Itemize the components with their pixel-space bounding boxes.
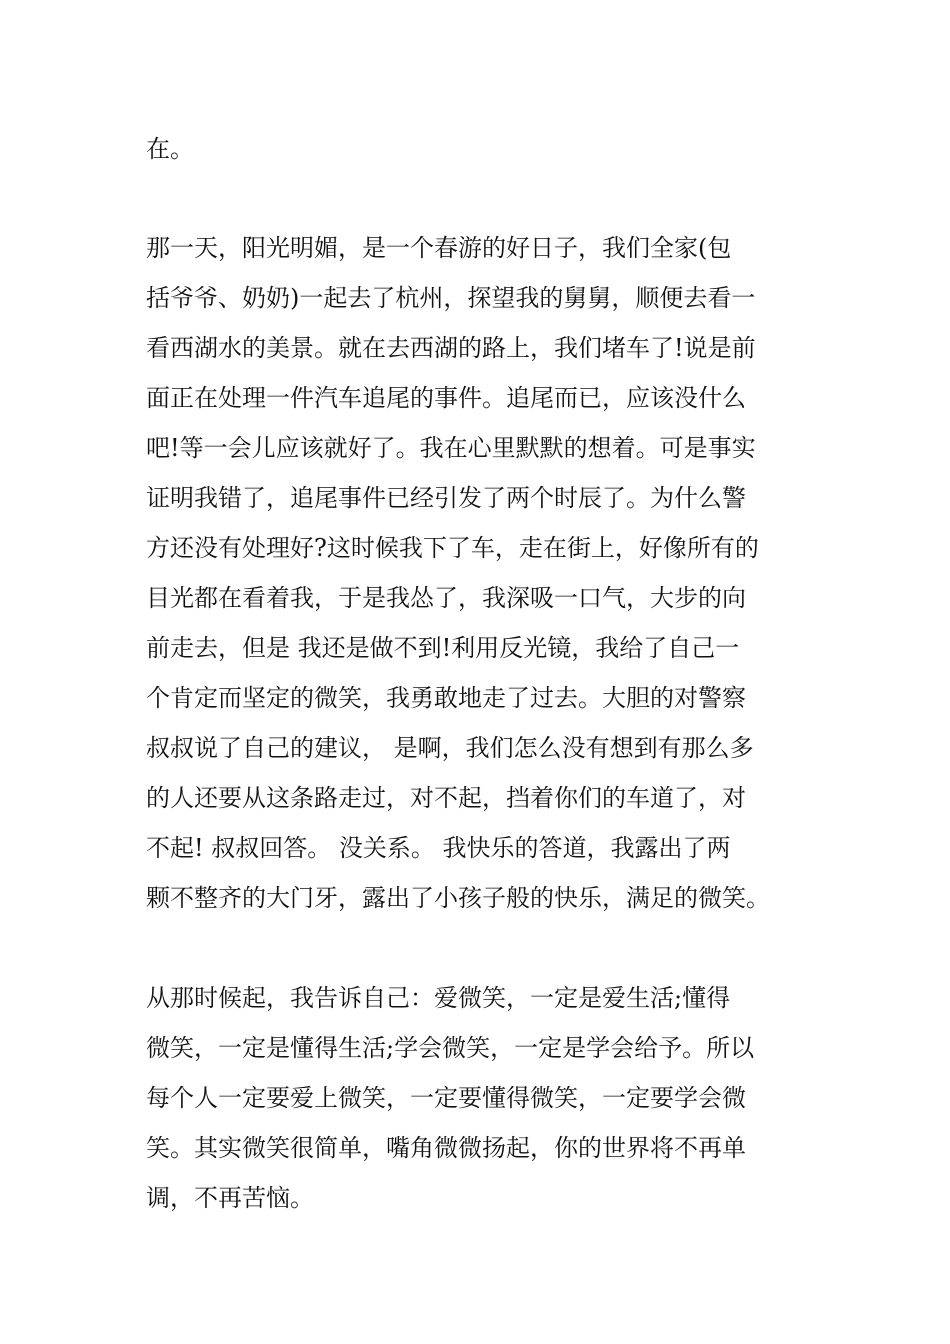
paragraph-2-line-6: 证明我错了，追尾事件已经引发了两个时辰了。为什么警 bbox=[146, 484, 746, 512]
paragraph-2-line-11: 叔叔说了自己的建议， 是啊，我们怎么没有想到有那么多 bbox=[146, 734, 754, 762]
paragraph-2-line-13: 不起! 叔叔回答。 没关系。 我快乐的答道，我露出了两 bbox=[146, 834, 731, 862]
paragraph-2-line-3: 看西湖水的美景。就在去西湖的路上，我们堵车了!说是前 bbox=[146, 334, 756, 362]
paragraph-2-line-4: 面正在处理一件汽车追尾的事件。追尾而已，应该没什么 bbox=[146, 384, 746, 412]
paragraph-3-line-3: 每个人一定要爱上微笑，一定要懂得微笑，一定要学会微 bbox=[146, 1084, 746, 1112]
paragraph-2-line-2: 括爷爷、奶奶)一起去了杭州，探望我的舅舅，顺便去看一 bbox=[146, 284, 756, 312]
paragraph-1-line-1: 在。 bbox=[146, 135, 194, 163]
paragraph-2-line-10: 个肯定而坚定的微笑，我勇敢地走了过去。大胆的对警察 bbox=[146, 684, 746, 712]
paragraph-3-line-4: 笑。其实微笑很简单，嘴角微微扬起，你的世界将不再单 bbox=[146, 1134, 746, 1162]
paragraph-2-line-1: 那一天，阳光明媚，是一个春游的好日子，我们全家(包 bbox=[146, 234, 732, 262]
paragraph-2-line-14: 颗不整齐的大门牙，露出了小孩子般的快乐，满足的微笑。 bbox=[146, 884, 770, 912]
paragraph-2-line-8: 目光都在看着我，于是我怂了，我深吸一口气，大步的向 bbox=[146, 584, 746, 612]
paragraph-3-line-5: 调，不再苦恼。 bbox=[146, 1184, 314, 1212]
paragraph-3-line-2: 微笑，一定是懂得生活;学会微笑，一定是学会给予。所以 bbox=[146, 1034, 755, 1062]
paragraph-2-line-9: 前走去，但是 我还是做不到!利用反光镜，我给了自己一 bbox=[146, 634, 740, 662]
paragraph-3-line-1: 从那时候起，我告诉自己：爱微笑，一定是爱生活;懂得 bbox=[146, 984, 731, 1012]
paragraph-2-line-12: 的人还要从这条路走过，对不起，挡着你们的车道了，对 bbox=[146, 784, 746, 812]
paragraph-2-line-7: 方还没有处理好?这时候我下了车，走在街上，好像所有的 bbox=[146, 534, 759, 562]
paragraph-2-line-5: 吧!等一会儿应该就好了。我在心里默默的想着。可是事实 bbox=[146, 434, 756, 462]
